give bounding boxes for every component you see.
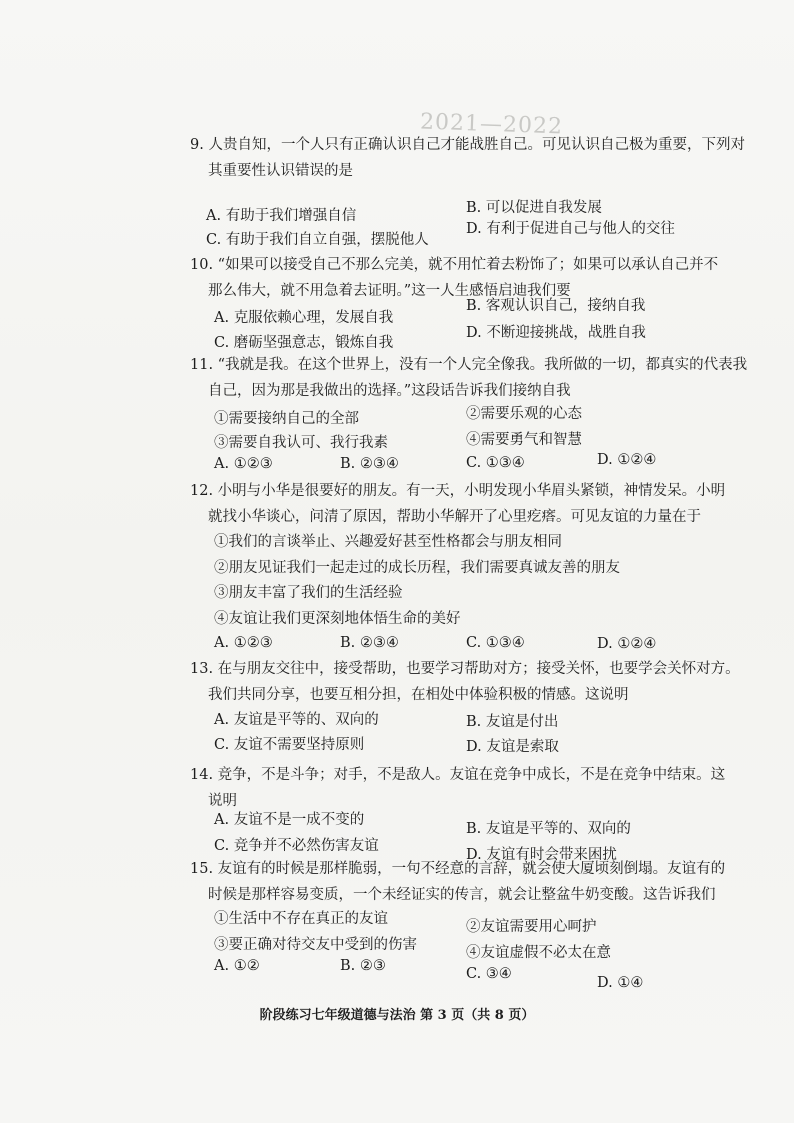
question-15-option-b: B. ②③ bbox=[340, 958, 386, 974]
question-13-option-a: A. 友谊是平等的、双向的 bbox=[214, 712, 379, 728]
question-9-stem-1: 9. 人贵自知，一个人只有正确认识自己才能战胜自己。可见认识自己极为重要，下列对 bbox=[190, 137, 745, 153]
question-15-option-d: D. ①④ bbox=[597, 975, 644, 991]
question-12-statement-3: ③朋友丰富了我们的生活经验 bbox=[214, 585, 403, 601]
question-9-option-b: B. 可以促进自我发展 bbox=[466, 200, 602, 216]
question-12-option-b: B. ②③④ bbox=[340, 635, 399, 651]
question-15 bbox=[190, 856, 726, 908]
question-10-option-c: C. 磨砺坚强意志，锻炼自我 bbox=[214, 335, 394, 351]
question-11-option-c: C. ①③④ bbox=[466, 455, 525, 471]
question-12-option-c: C. ①③④ bbox=[466, 635, 525, 651]
page-footer: 阶段练习七年级道德与法治 第 3 页（共 8 页） bbox=[259, 1008, 535, 1023]
question-12-stem-2: 就找小华谈心，问清了原因，帮助小华解开了心里疙瘩。可见友谊的力量在于 bbox=[208, 509, 701, 525]
question-12 bbox=[190, 478, 726, 530]
question-10-stem-1: 10. “如果可以接受自己不那么完美，就不用忙着去粉饰了；如果可以承认自己并不 bbox=[190, 257, 719, 273]
question-12-statement-4: ④友谊让我们更深刻地体悟生命的美好 bbox=[214, 611, 461, 627]
question-13-option-c: C. 友谊不需要坚持原则 bbox=[214, 737, 365, 753]
question-11-statement-1: ①需要接纳自己的全部 bbox=[214, 411, 359, 427]
question-11-option-b: B. ②③④ bbox=[340, 456, 399, 472]
question-11 bbox=[190, 352, 748, 404]
question-15-stem-1: 15. 友谊有的时候是那样脆弱，一句不经意的言辞，就会使大厦顷刻倒塌。友谊有的 bbox=[190, 861, 726, 877]
question-10-option-a: A. 克服依赖心理，发展自我 bbox=[214, 310, 394, 326]
faded-header-year: 2021—2022 bbox=[419, 109, 564, 140]
question-11-statement-4: ④需要勇气和智慧 bbox=[466, 432, 582, 448]
question-14-option-a: A. 友谊不是一成不变的 bbox=[214, 812, 365, 828]
question-15-statement-2: ②友谊需要用心呵护 bbox=[466, 919, 597, 935]
question-14-option-c: C. 竞争并不必然伤害友谊 bbox=[214, 838, 379, 854]
question-13-option-b: B. 友谊是付出 bbox=[466, 714, 559, 730]
question-11-option-a: A. ①②③ bbox=[214, 456, 273, 472]
question-13-option-d: D. 友谊是索取 bbox=[466, 739, 559, 755]
question-11-stem-2: 自己，因为那是我做出的选择。”这段话告诉我们接纳自我 bbox=[208, 383, 571, 399]
question-15-option-a: A. ①② bbox=[214, 958, 260, 974]
question-9-option-a: A. 有助于我们增强自信 bbox=[206, 208, 357, 224]
question-12-option-a: A. ①②③ bbox=[214, 635, 273, 651]
question-13 bbox=[190, 656, 740, 708]
question-15-statement-1: ①生活中不存在真正的友谊 bbox=[214, 911, 388, 927]
question-10-stem-2: 那么伟大，就不用急着去证明。”这一人生感悟启迪我们要 bbox=[208, 283, 571, 299]
question-14-option-d: D. 友谊有时会带来困扰 bbox=[466, 847, 617, 863]
question-11-statement-2: ②需要乐观的心态 bbox=[466, 406, 582, 422]
question-11-option-d: D. ①②④ bbox=[597, 452, 657, 468]
question-11-statement-3: ③需要自我认可、我行我素 bbox=[214, 435, 388, 451]
question-9 bbox=[190, 132, 745, 184]
question-13-stem-2: 我们共同分享，也要互相分担，在相处中体验积极的情感。这说明 bbox=[208, 687, 629, 703]
question-14-stem-2: 说明 bbox=[208, 793, 237, 809]
question-11-stem-1: 11. “我就是我。在这个世界上，没有一个人完全像我。我所做的一切，都真实的代表我 bbox=[190, 357, 748, 373]
question-15-stem-2: 时候是那样容易变质，一个未经证实的传言，就会让整盆牛奶变酸。这告诉我们 bbox=[208, 887, 716, 903]
question-9-option-c: C. 有助于我们自立自强，摆脱他人 bbox=[206, 232, 429, 248]
question-14-stem-1: 14. 竞争，不是斗争；对手，不是敌人。友谊在竞争中成长，不是在竞争中结束。这 bbox=[190, 767, 726, 783]
question-10-option-b: B. 客观认识自己，接纳自我 bbox=[466, 298, 646, 314]
question-9-option-d: D. 有利于促进自己与他人的交往 bbox=[466, 221, 675, 237]
question-10-option-d: D. 不断迎接挑战，战胜自我 bbox=[466, 325, 646, 341]
question-14-option-b: B. 友谊是平等的、双向的 bbox=[466, 821, 631, 837]
question-15-statement-4: ④友谊虚假不必太在意 bbox=[466, 945, 611, 961]
question-12-statement-2: ②朋友见证我们一起走过的成长历程，我们需要真诚友善的朋友 bbox=[214, 560, 620, 576]
question-12-option-d: D. ①②④ bbox=[597, 636, 657, 652]
question-15-option-c: C. ③④ bbox=[466, 966, 512, 982]
question-13-stem-1: 13. 在与朋友交往中，接受帮助，也要学习帮助对方；接受关怀，也要学会关怀对方。 bbox=[190, 661, 740, 677]
question-12-stem-1: 12. 小明与小华是很要好的朋友。有一天，小明发现小华眉头紧锁，神情发呆。小明 bbox=[190, 483, 726, 499]
question-9-stem-2: 其重要性认识错误的是 bbox=[208, 163, 353, 179]
question-14 bbox=[190, 762, 726, 814]
question-15-statement-3: ③要正确对待交友中受到的伤害 bbox=[214, 937, 417, 953]
question-12-statement-1: ①我们的言谈举止、兴趣爱好甚至性格都会与朋友相同 bbox=[214, 534, 562, 550]
